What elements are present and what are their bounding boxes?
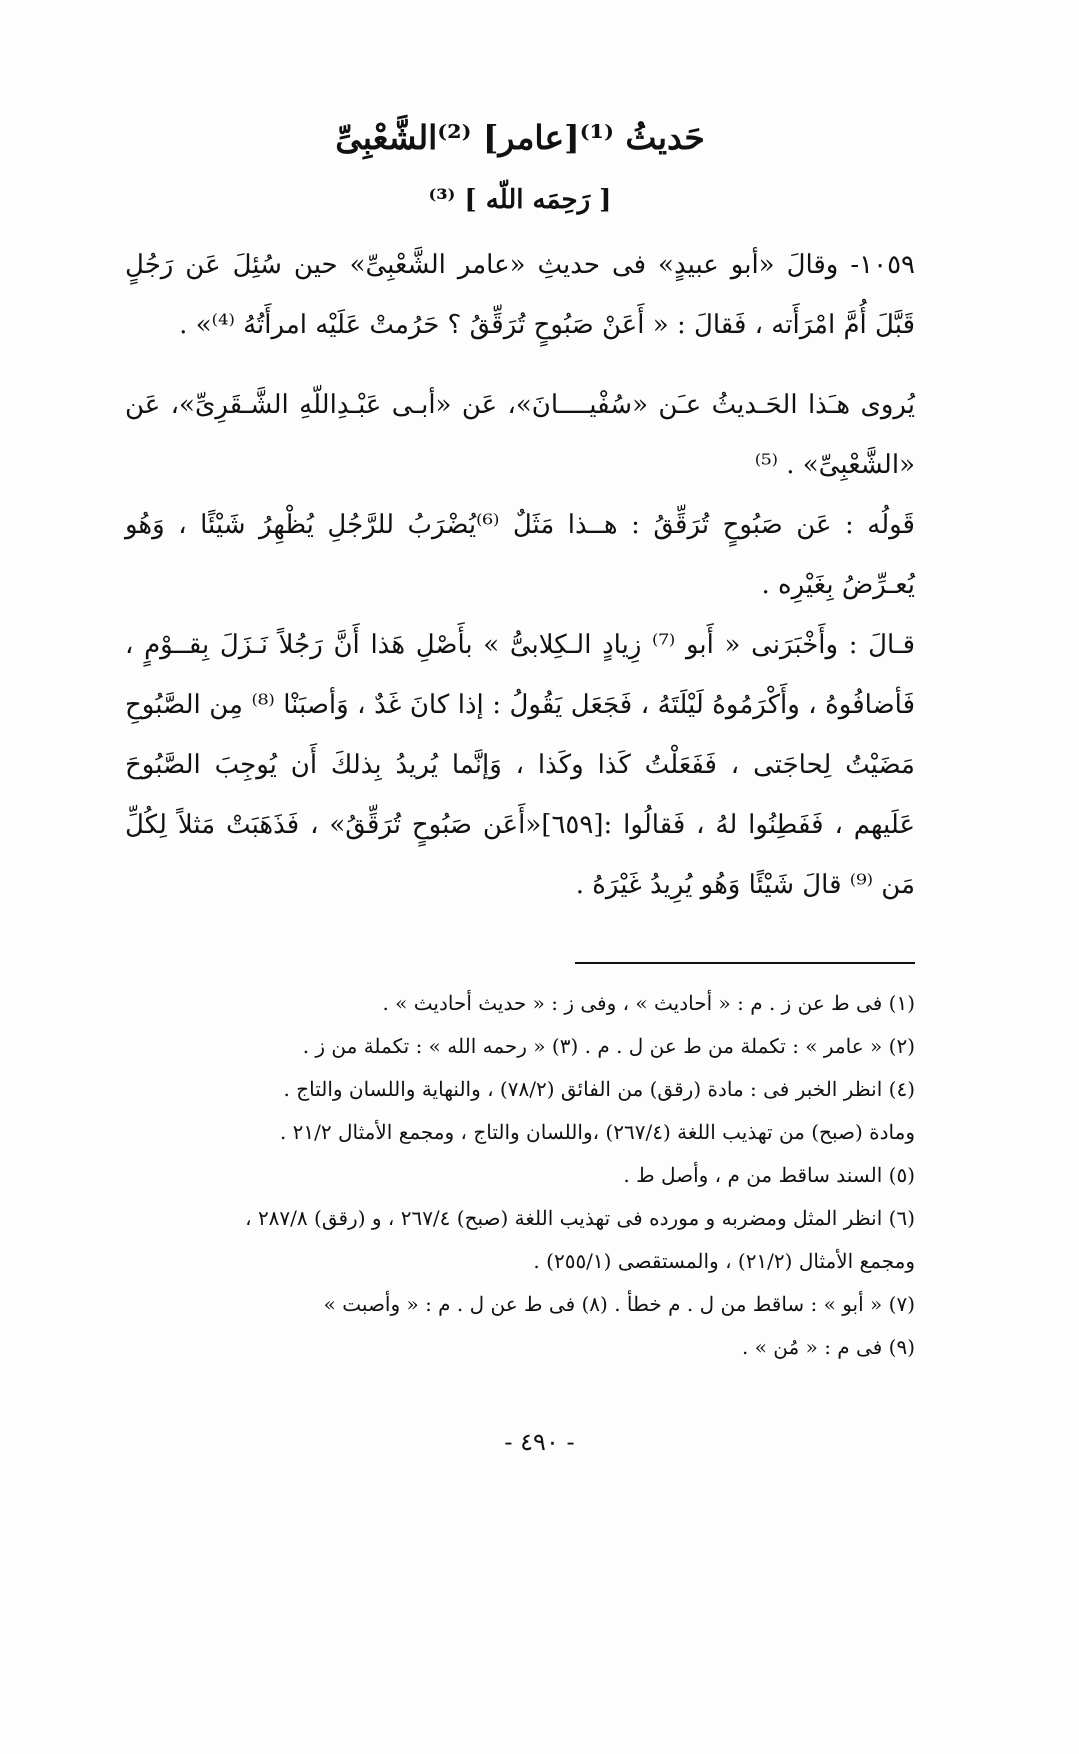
footnote-line: (٦) انظر المثل ومضربه و مورده فى تهذيب اللغة (صبح) ٢٦٧/٤ ، و (رقق) ٢٨٧/٨ ، [245, 1206, 915, 1230]
paragraph-1 [125, 235, 915, 355]
footnote-separator [575, 962, 915, 964]
footnote-line: (٤) انظر الخبر فى : مادة (رقق) من الفائق (٧٨/٢) ، والنهاية واللسان والتاج . [283, 1077, 915, 1101]
footnote-line: (١) فى ط عن ز . م : « أحاديث » ، وفى ز : « حديث أحاديث » . [382, 991, 915, 1015]
footnote-line: (٧) « أبو » : ساقط من ل . م خطأ . (٨) فى ط عن ل . م : « وأصبت » [323, 1292, 915, 1316]
paragraph-text: قَولُه : عَن صَبُوحٍ تُرَقِّقُ : هــذا مَثَلٌ ⁽⁶⁾يُضْرَبُ للرَّجُلِ يُظْهِرُ شَيْئًا ، وَهُو يُعـرِّضُ بِغَيْرِه . [125, 510, 915, 600]
paragraph-3 [125, 495, 915, 615]
paragraph-text: يُروى هـَذا الحَـديثُ عـَن «سُفْيــــانَ»، عَن «أبـى عَبْـدِاللّهِ الشَّـقَرِىِّ»، عَن «الشَّعْبِىِّ» . ⁽⁵⁾ [125, 390, 915, 480]
footnote-line: (٥) السند ساقط من م ، وأصل ط . [623, 1163, 915, 1187]
footnote-line: ومادة (صبح) من تهذيب اللغة (٢٦٧/٤) ،واللسان والتاج ، ومجمع الأمثال ٢١/٢ . [279, 1120, 915, 1144]
page-title: حَديثُ ⁽¹⁾[عامر] ⁽²⁾الشَّعْبِىِّ [335, 118, 705, 157]
paragraph-4 [125, 615, 915, 915]
page-subtitle: [ رَحِمَه اللّه ] ⁽³⁾ [428, 185, 612, 215]
paragraph-text: قـالَ : وأَخْبَرَنى « أَبو ⁽⁷⁾ زِيادٍ الـكِلابىُّ » بأَصْلِ هَذا أَنَّ رَجُلاً نَـزَلَ بِقــوْمٍ ، فَأضافُوهُ ، وأَكْرَمُوهُ لَيْلَتَهُ ، فَجَعَل يَقُولُ : إذا كانَ غَدٌ ، وَأصبَنْا ⁽⁸⁾ مِن الصَّبُوحِ مَضَيْتُ لِحاجَتى ، فَفَعَلْتُ كَذا وكَذا ، وَإنَّما يُريدُ بِذلكَ أَن يُوجِبَ الصَّبُوحَ عَلَيهم ، فَفَطِنُوا لهُ ، فَقالُوا :[٦٥٩]«أَعَن صَبُوحٍ تُرَقِّقُ» ، فَذَهَبَتْ مَثلاً لِكُلِّ مَن ⁽⁹⁾ قالَ شَيْئًا وَهُو يُرِيدُ غَيْرَهُ . [125, 630, 916, 900]
footnote-line: ومجمع الأمثال (٢١/٢) ، والمستقصى (٢٥٥/١) . [533, 1249, 915, 1273]
paragraph-2 [125, 375, 915, 495]
footnotes [125, 982, 915, 1369]
page-number: - ٤٩٠ - [504, 1428, 575, 1456]
footnote-line: (٢) « عامر » : تكملة من ط عن ل . م . (٣) « رحمه الله » : تكملة من ز . [302, 1034, 915, 1058]
footnote-line: (٩) فى م : « مُن » . [742, 1335, 915, 1359]
paragraph-text: ١٠٥٩- وقالَ «أبو عبيدٍ» فى حديثِ «عامر الشَّعْبِىِّ» حين سُئِلَ عَن رَجُلٍ قَبَّلَ أُمَّ امْرَأَته ، فَقالَ : « أَعَنْ صَبُوحٍ تُرَقِّقُ ؟ حَرُمتْ عَلَيْه امرأَتُهُ ⁽⁴⁾» . [125, 250, 915, 340]
